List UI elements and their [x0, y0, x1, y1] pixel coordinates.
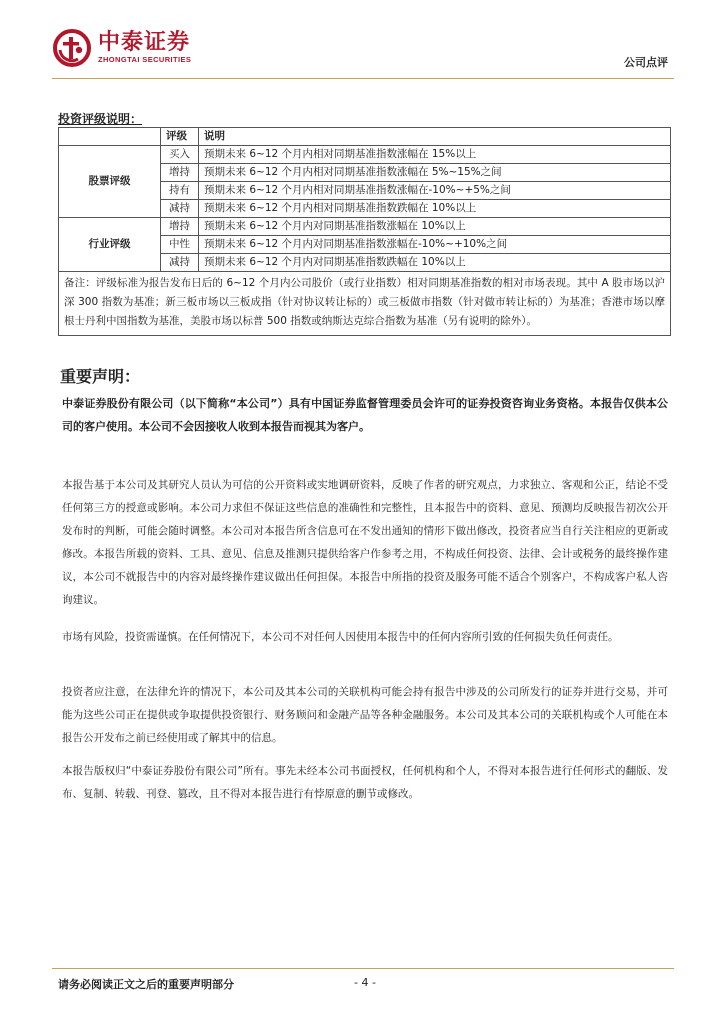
stock-rating-label: 股票评级: [59, 146, 161, 218]
header-rating: 评级: [161, 128, 199, 146]
table-row: [59, 146, 671, 164]
rating-desc: 预期未来 6~12 个月内相对同期基准指数涨幅在-10%~+5%之间: [199, 182, 671, 200]
disclaimer-paragraph-1: 中泰证券股份有限公司（以下简称“本公司”）具有中国证券监督管理委员会许可的证券投资咨询业务资格。本报告仅供本公司的客户使用。本公司不会因接收人收到本报告而视其为客户。: [62, 397, 668, 433]
page-number: - 4 -: [354, 976, 376, 989]
rating-level: 减持: [161, 254, 199, 272]
disclaimer-paragraph-3: 市场有风险，投资需谨慎。在任何情况下，本公司不对任何人因使用本报告中的任何内容所引致的任何损失负任何责任。: [62, 631, 619, 643]
rating-desc: 预期未来 6~12 个月内相对同期基准指数涨幅在 15%以上: [199, 146, 671, 164]
footer-note: 请务必阅读正文之后的重要声明部分: [58, 978, 234, 991]
rating-note: 备注：评级标准为报告发布日后的 6~12 个月内公司股价（或行业指数）相对同期基准指数的相对市场表现。其中 A 股市场以沪深 300 指数为基准；新三板市场以三板成指（针对协议转让标的）或三板做市指数（针对做市转让标的）为基准；香港市场以摩根士丹利中国指数为基准，美股市场以标普 500 指数或纳斯达克综合指数为基准（另有说明的除外）。: [59, 272, 671, 336]
company-name-cn: 中泰证券: [98, 30, 191, 55]
table-row: [59, 218, 671, 236]
table-note-row: [59, 272, 671, 336]
company-name-en: ZHONGTAI SECURITIES: [98, 55, 192, 64]
rating-desc: 预期未来 6~12 个月内相对同期基准指数跌幅在 10%以上: [199, 200, 671, 218]
header-divider: [52, 78, 674, 79]
disclaimer-paragraph-4: 投资者应注意，在法律允许的情况下，本公司及其本公司的关联机构可能会持有报告中涉及的公司所发行的证券并进行交易，并可能为这些公司正在提供或争取提供投资银行、财务顾问和金融产品等各种金融服务。本公司及其本公司的关联机构或个人可能在本报告公开发布之前已经使用或了解其中的信息。: [62, 686, 668, 744]
rating-desc: 预期未来 6~12 个月内相对同期基准指数涨幅在 5%~15%之间: [199, 164, 671, 182]
disclaimer-title: 重要声明：: [60, 367, 141, 386]
rating-level: 减持: [161, 200, 199, 218]
disclaimer-paragraph-2: 本报告基于本公司及其研究人员认为可信的公开资料或实地调研资料，反映了作者的研究观点，力求独立、客观和公正，结论不受任何第三方的授意或影响。本公司力求但不保证这些信息的准确性和完整性，且本报告中的资料、意见、预测均反映报告初次公开发布时的判断，可能会随时调整。本公司对本报告所含信息可在不发出通知的情形下做出修改，投资者应当自行关注相应的更新或修改。本报告所载的资料、工具、意见、信息及推测只提供给客户作参考之用，不构成任何投资、法律、会计或税务的最终操作建议，本公司不就报告中的内容对最终操作建议做出任何担保。本报告中所指的投资及服务可能不适合个别客户，不构成客户私人咨询建议。: [62, 479, 668, 606]
rating-level: 增持: [161, 164, 199, 182]
rating-level: 买入: [161, 146, 199, 164]
rating-level: 增持: [161, 218, 199, 236]
rating-section-title: 投资评级说明：: [58, 112, 143, 126]
table-header-row: [59, 128, 671, 146]
header-description: 说明: [199, 128, 671, 146]
rating-desc: 预期未来 6~12 个月内对同期基准指数涨幅在 10%以上: [199, 218, 671, 236]
rating-level: 持有: [161, 182, 199, 200]
document-type: 公司点评: [624, 56, 668, 69]
zhongtai-logo-icon: [52, 28, 92, 68]
rating-desc: 预期未来 6~12 个月内对同期基准指数涨幅在-10%~+10%之间: [199, 236, 671, 254]
disclaimer-paragraph-5: 本报告版权归“中泰证券股份有限公司”所有。事先未经本公司书面授权，任何机构和个人，不得对本报告进行任何形式的翻版、发布、复制、转载、刊登、篡改，且不得对本报告进行有悖原意的删节或修改。: [62, 765, 668, 800]
rating-table: [58, 127, 671, 336]
footer-divider: [52, 968, 674, 969]
industry-rating-label: 行业评级: [59, 218, 161, 272]
page-header: [0, 0, 724, 80]
rating-level: 中性: [161, 236, 199, 254]
rating-desc: 预期未来 6~12 个月内对同期基准指数跌幅在 10%以上: [199, 254, 671, 272]
company-logo: [52, 28, 191, 68]
